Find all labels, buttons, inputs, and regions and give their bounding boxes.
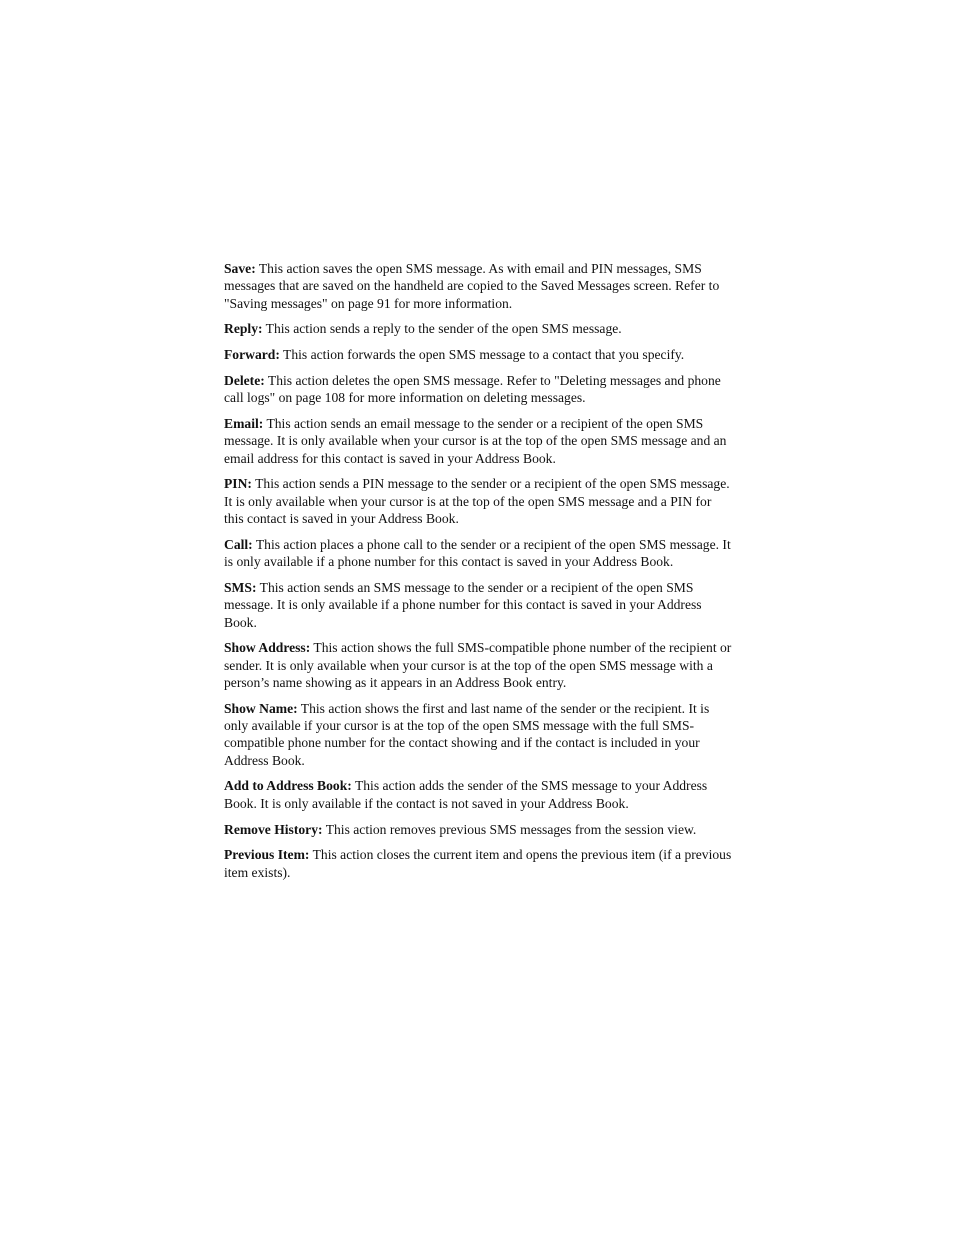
entry-add-to-address-book	[224, 777, 732, 812]
entry-term: Call:	[224, 536, 253, 552]
entry-description: This action closes the current item and opens the previous item (if a previous item exists).	[224, 847, 732, 880]
entry-reply	[224, 320, 732, 337]
entry-term: Add to Address Book:	[224, 778, 352, 794]
entry-term: Forward:	[224, 347, 280, 363]
entry-description: This action deletes the open SMS message. Refer to "Deleting messages and phone call logs" on page 108 for more information on deleting messages.	[224, 372, 721, 406]
entry-delete	[224, 372, 732, 407]
entry-forward	[224, 346, 732, 363]
entry-previous-item	[224, 846, 732, 881]
entry-term: Save:	[224, 261, 256, 276]
entry-email	[224, 415, 732, 467]
menu-actions-list	[224, 260, 732, 889]
entry-term: Show Address:	[224, 640, 311, 656]
entry-term: Previous Item:	[224, 847, 310, 863]
entry-description: This action sends an SMS message to the sender or a recipient of the open SMS message. It is only available if a phone number for this contact is saved in your Address Book.	[224, 579, 702, 630]
entry-description: This action sends an email message to the sender or a recipient of the open SMS message. It is only available when your cursor is at the top of the open SMS message and an email address for this contact is saved in your Address Book.	[224, 416, 727, 466]
entry-term: Email:	[224, 416, 264, 432]
entry-save	[224, 260, 732, 312]
entry-remove-history	[224, 821, 732, 838]
entry-description: This action shows the full SMS-compatible phone number of the recipient or sender. It is only available when your cursor is at the top of the open SMS message with a person’s name showing as it appears in an Address Book entry.	[224, 640, 732, 690]
entry-description: This action sends a PIN message to the sender or a recipient of the open SMS message. It is only available when your cursor is at the top of the open SMS message and a PIN for this contact is saved in your Address Book.	[224, 476, 730, 527]
entry-term: Delete:	[224, 372, 265, 388]
entry-description: This action adds the sender of the SMS message to your Address Book. It is only available if the contact is not saved in your Address Book.	[224, 778, 708, 811]
entry-pin	[224, 475, 732, 527]
entry-term: SMS:	[224, 579, 257, 595]
entry-show-address	[224, 639, 732, 691]
entry-term: Reply:	[224, 321, 263, 337]
entry-description: This action removes previous SMS messages from the session view.	[325, 821, 697, 837]
entry-description: This action saves the open SMS message. As with email and PIN messages, SMS messages that are saved on the handheld are copied to the Saved Messages screen. Refer to "Saving messages" on page 91 for more information.	[224, 261, 720, 311]
entry-description: This action places a phone call to the sender or a recipient of the open SMS message. It is only available if a phone number for this contact is saved in your Address Book.	[224, 536, 731, 570]
entry-term: PIN:	[224, 476, 252, 492]
entry-term: Remove History:	[224, 821, 323, 837]
entry-description: This action shows the first and last name of the sender or the recipient. It is only available if your cursor is at the top of the open SMS message with the full SMS-compatible phone number for the contact showing and if the contact is included in your Address Book.	[224, 700, 710, 768]
entry-sms	[224, 579, 732, 631]
entry-term: Show Name:	[224, 700, 298, 716]
entry-description: This action sends a reply to the sender of the open SMS message.	[265, 321, 622, 337]
entry-call	[224, 536, 732, 571]
entry-show-name	[224, 700, 732, 769]
entry-description: This action forwards the open SMS message to a contact that you specify.	[283, 347, 685, 363]
